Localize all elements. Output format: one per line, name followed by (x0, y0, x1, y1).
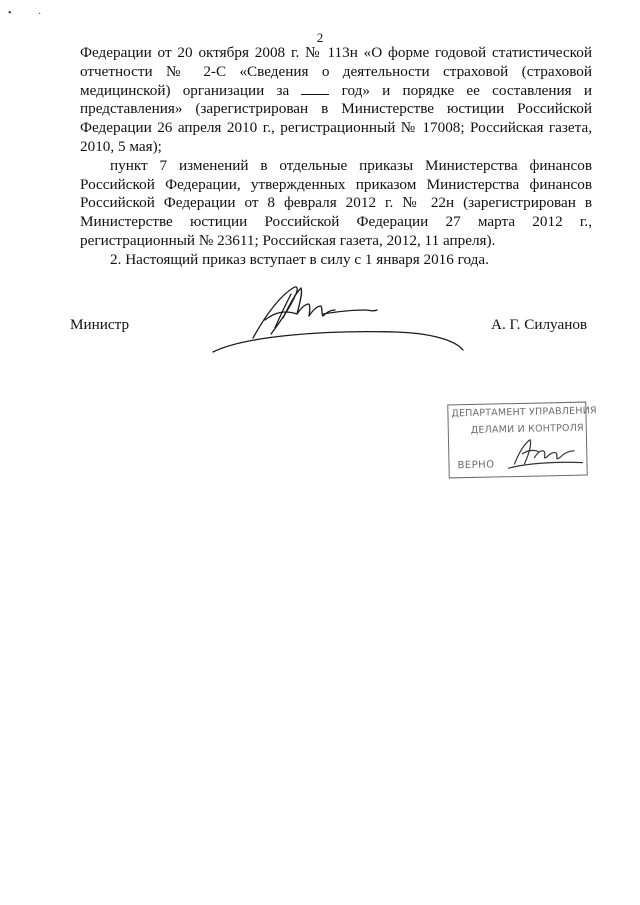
stamp-line-control: ДЕЛАМИ И КОНТРОЛЯ (470, 422, 584, 436)
signatory-name: А. Г. Силуанов (491, 316, 588, 333)
signatory-role: Министр (70, 316, 130, 333)
stamp-signature (504, 433, 585, 475)
blank-field (301, 82, 329, 95)
page-number: 2 (316, 30, 324, 45)
paragraph-1-text-b: год» и порядке ее составления и представления» (зарегистрирован в Министерстве юстиции Российской Федерации 26 апреля 2010 г., регистрационный № 17008; Российская газета, 2010, 5 мая); (80, 81, 592, 155)
paragraph-3: 2. Настоящий приказ вступает в силу с 1 января 2016 года. (110, 250, 489, 268)
paragraph-2: пункт 7 изменений в отдельные приказы Министерства финансов Российской Федерации, утвержденных приказом Министерства финансов Российской Федерации от 8 февраля 2012 г. № 22н (зарегистрирован в Министерстве юстиции Российской Федерации 27 марта 2012 г., регистрационный № 23611; Российская газета, 2012, 11 апреля). (80, 156, 592, 249)
scan-mark: · (38, 9, 42, 20)
paragraph-1-text-a: Федерации от 20 октября 2008 г. № 113н «О форме годовой статистической отчетности № 2-С «Сведения о деятельности страховой (страховой медицинской) организации за (80, 44, 592, 99)
handwritten-signature (205, 280, 470, 360)
document-body (80, 44, 592, 270)
scan-mark: • (8, 8, 12, 19)
stamp-line-department: ДЕПАРТАМЕНТ УПРАВЛЕНИЯ (451, 405, 597, 420)
certification-stamp (447, 402, 597, 479)
stamp-line-verified: ВЕРНО (457, 459, 495, 472)
paragraph-1 (80, 44, 592, 157)
